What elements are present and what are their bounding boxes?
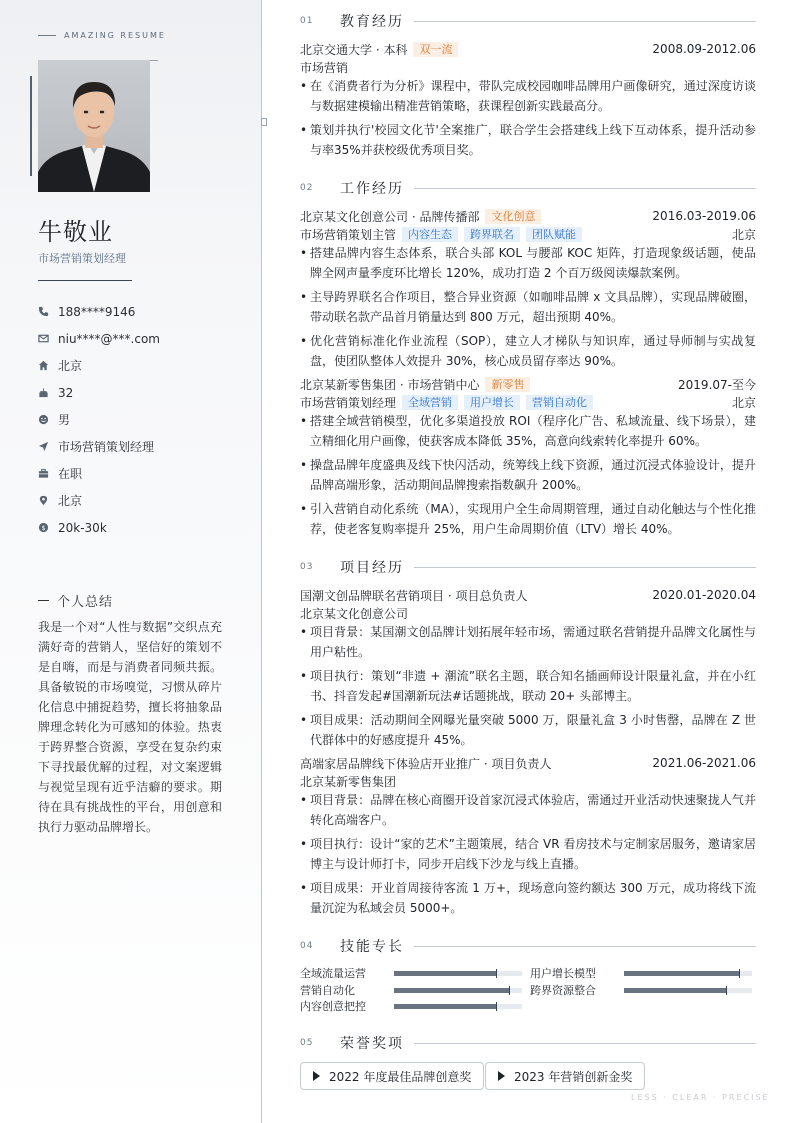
skill-name: 内容创意把控 bbox=[300, 1000, 366, 1013]
gender-icon bbox=[38, 414, 49, 425]
job-header bbox=[300, 208, 756, 224]
section-title: 技能专长 bbox=[340, 939, 404, 955]
skill-tag: 用户增长 bbox=[464, 395, 520, 410]
info-gender bbox=[38, 406, 160, 433]
section-rule bbox=[414, 567, 756, 568]
section-rule bbox=[414, 1043, 756, 1044]
list-item: • 搭建全域营销模型，优化多渠道投放 ROI（程序化广告、私域流量、线下场景），建立精细化用户画像，使获客成本降低 35%，高意向线索转化率提升 60%。 bbox=[300, 411, 756, 451]
list-item: • 优化营销标准化作业流程（SOP），建立人才梯队与知识库，通过导师制与实战复盘，使团队整体人效提升 30%，核心成员留存率达 90%。 bbox=[300, 331, 756, 371]
job-date: 2016.03-2019.06 bbox=[652, 209, 756, 223]
summary-title: 个人总结 bbox=[57, 595, 114, 610]
job-position: 市场营销策划主管 bbox=[300, 227, 397, 242]
summary-text: 我是一个对“人性与数据”交织点充满好奇的营销人，坚信好的策划不是自嗨，而是与消费者同频共振。具备敏锐的市场嗅觉，习惯从碎片化信息中捕捉趋势，擅长将抽象品牌理念转化为可感知的体验。热衷于跨界整合资源，享受在复杂约束下寻找最优解的过程，对文案逻辑与视觉呈现有近乎洁癖的要求。期待在具有挑战性的平台，用创意和执行力驱动品牌增长。 bbox=[38, 620, 222, 834]
project-org: 北京某文化创意公司 bbox=[300, 606, 409, 621]
project-date: 2021.06-2021.06 bbox=[652, 756, 756, 770]
section-work bbox=[300, 178, 756, 198]
list-item: • 搭建品牌内容生态体系，联合头部 KOL 与腰部 KOC 矩阵，打造现象级话题，使品牌全网声量季度环比增长 120%，成功打造 2 个百万级阅读爆款案例。 bbox=[300, 243, 756, 283]
skill-bar-fill bbox=[624, 988, 726, 993]
info-text: 188****9146 bbox=[58, 304, 136, 319]
skill-bar bbox=[394, 971, 522, 976]
cake-icon bbox=[38, 387, 49, 398]
project-date: 2020.01-2020.04 bbox=[652, 588, 756, 602]
list-item: • 操盘品牌年度盛典及线下快闪活动，统筹线上线下资源，通过沉浸式体验设计，提升品牌高端形象，活动期间品牌搜索指数飙升 200%。 bbox=[300, 455, 756, 495]
skill-name: 跨界资源整合 bbox=[530, 984, 596, 997]
section-number: 05 bbox=[300, 1038, 314, 1048]
list-item: • 项目执行：策划“非遗 + 潮流”联名主题，联合知名插画师设计限量礼盒，并在小红书、抖音发起#国潮新玩法#话题挑战，联动 20+ 头部博主。 bbox=[300, 666, 756, 706]
section-title: 工作经历 bbox=[340, 181, 404, 197]
skill-name: 用户增长模型 bbox=[530, 967, 596, 980]
job-company: 北京某新零售集团 · 市场营销中心 bbox=[300, 377, 480, 392]
brand-dash bbox=[38, 35, 56, 36]
job-position-row bbox=[300, 226, 756, 242]
role-underline bbox=[38, 280, 132, 281]
brand-label: AMAZING RESUME bbox=[64, 31, 166, 40]
job-position: 市场营销策划经理 bbox=[300, 395, 397, 410]
skill-item bbox=[530, 965, 752, 981]
summary-dash bbox=[38, 600, 49, 601]
skill-bar-marker bbox=[496, 969, 497, 978]
job-bullets bbox=[300, 411, 756, 543]
info-text: 32 bbox=[58, 385, 74, 400]
section-title: 项目经历 bbox=[340, 560, 404, 576]
skill-bar bbox=[394, 988, 522, 993]
project-header bbox=[300, 587, 756, 603]
skill-bar bbox=[624, 971, 752, 976]
job-city: 北京 bbox=[731, 227, 756, 242]
candidate-role: 市场营销策划经理 bbox=[38, 252, 126, 265]
skill-tag: 跨界联名 bbox=[464, 227, 520, 242]
skill-bar-fill bbox=[394, 988, 509, 993]
skill-bar-marker bbox=[726, 986, 727, 995]
list-item: • 项目执行：设计“家的艺术”主题策展，结合 VR 看房技术与定制家居服务，邀请家居博主与设计师打卡，同步开启线下沙龙与线上直播。 bbox=[300, 834, 756, 874]
school-tag: 双一流 bbox=[413, 42, 458, 57]
info-text: 男 bbox=[58, 413, 71, 427]
section-education bbox=[300, 11, 756, 31]
brand bbox=[38, 31, 166, 40]
photo-accent-bar bbox=[30, 76, 32, 176]
summary-heading bbox=[38, 591, 113, 610]
location-pin-icon bbox=[38, 495, 49, 506]
job-city: 北京 bbox=[731, 395, 756, 410]
job-tag: 文化创意 bbox=[485, 209, 541, 224]
list-item: • 项目成果：开业首周接待客流 1 万+，现场意向签约额达 300 万元，成功将线下流量沉淀为私域会员 5000+。 bbox=[300, 878, 756, 918]
send-icon bbox=[38, 441, 49, 452]
education-major: 市场营销 bbox=[300, 60, 349, 75]
list-item: • 项目背景：品牌在核心商圈开设首家沉浸式体验店，需通过开业活动快速聚拢人气并转化高端客户。 bbox=[300, 790, 756, 830]
education-date: 2008.09-2012.06 bbox=[652, 42, 756, 56]
contact-info bbox=[38, 298, 160, 541]
skill-item bbox=[300, 998, 522, 1014]
project-header bbox=[300, 755, 756, 771]
home-icon bbox=[38, 360, 49, 371]
section-projects bbox=[300, 557, 756, 577]
skill-tag: 内容生态 bbox=[402, 227, 458, 242]
info-text: 北京 bbox=[58, 359, 83, 373]
job-tag: 新零售 bbox=[485, 377, 530, 392]
info-status bbox=[38, 460, 160, 487]
section-title: 荣誉奖项 bbox=[340, 1036, 404, 1052]
watermark: LESS · CLEAR · PRECISE bbox=[631, 1093, 770, 1102]
project-bullets bbox=[300, 622, 756, 754]
education-header bbox=[300, 41, 756, 57]
section-number: 01 bbox=[300, 16, 314, 26]
phone-icon bbox=[38, 306, 49, 317]
skill-bar-fill bbox=[394, 971, 496, 976]
award-chip bbox=[485, 1062, 645, 1090]
section-skills bbox=[300, 936, 756, 956]
skill-bar-fill bbox=[394, 1004, 496, 1009]
job-bullets bbox=[300, 243, 756, 375]
candidate-name: 牛敬业 bbox=[38, 218, 113, 246]
section-title: 教育经历 bbox=[340, 14, 404, 30]
info-text: 在职 bbox=[58, 467, 83, 481]
award-label: 2023 年营销创新金奖 bbox=[514, 1069, 633, 1084]
info-text: 北京 bbox=[58, 494, 83, 508]
project-org: 北京某新零售集团 bbox=[300, 774, 397, 789]
skill-name: 营销自动化 bbox=[300, 984, 355, 997]
education-major-row bbox=[300, 59, 756, 75]
list-item: • 引入营销自动化系统（MA），实现用户全生命周期管理，通过自动化触达与个性化推荐，使老客复购率提升 25%，用户生命周期价值（LTV）增长 40%。 bbox=[300, 499, 756, 539]
info-text: 市场营销策划经理 bbox=[58, 440, 155, 454]
divider-line bbox=[261, 0, 262, 1123]
skill-item bbox=[530, 982, 752, 998]
project-name: 国潮文创品牌联名营销项目 · 项目总负责人 bbox=[300, 588, 528, 603]
info-text: niu****@***.com bbox=[58, 331, 160, 346]
info-home bbox=[38, 352, 160, 379]
list-item: • 在《消费者行为分析》课程中，带队完成校园咖啡品牌用户画像研究，通过深度访谈与数据建模输出精准营销策略，获课程创新实践最高分。 bbox=[300, 76, 756, 116]
info-position bbox=[38, 433, 160, 460]
section-rule bbox=[414, 21, 756, 22]
award-chip bbox=[300, 1062, 484, 1090]
list-item: • 主导跨界联名合作项目，整合异业资源（如咖啡品牌 x 文具品牌），实现品牌破圈，带动联名款产品首月销量达到 800 万元，超出预期 40%。 bbox=[300, 287, 756, 327]
project-bullets bbox=[300, 790, 756, 922]
skill-tag: 营销自动化 bbox=[526, 395, 593, 410]
project-name: 高端家居品牌线下体验店开业推广 · 项目负责人 bbox=[300, 756, 552, 771]
skill-item bbox=[300, 965, 522, 981]
job-date: 2019.07-至今 bbox=[678, 377, 756, 392]
skill-bar-fill bbox=[624, 971, 739, 976]
skill-item bbox=[300, 982, 522, 998]
info-text: 20k-30k bbox=[58, 520, 107, 535]
job-header bbox=[300, 376, 756, 392]
salary-icon bbox=[38, 522, 49, 533]
section-rule bbox=[414, 188, 756, 189]
avatar-photo bbox=[38, 60, 150, 192]
avatar bbox=[38, 60, 150, 192]
job-company: 北京某文化创意公司 · 品牌传播部 bbox=[300, 209, 480, 224]
list-item: • 项目成果：活动期间全网曝光量突破 5000 万，限量礼盒 3 小时售罄，品牌在 Z 世代群体中的好感度提升 45%。 bbox=[300, 710, 756, 750]
section-number: 02 bbox=[300, 183, 314, 193]
list-item: • 项目背景：某国潮文创品牌计划拓展年轻市场，需通过联名营销提升品牌文化属性与用户粘性。 bbox=[300, 622, 756, 662]
info-age bbox=[38, 379, 160, 406]
play-icon bbox=[498, 1071, 505, 1081]
list-item: • 策划并执行'校园文化节'全案推广，联合学生会搭建线上线下互动体系，提升活动参与率35%并获校级优秀项目奖。 bbox=[300, 120, 756, 160]
skill-bar-marker bbox=[739, 969, 740, 978]
info-location bbox=[38, 487, 160, 514]
info-phone bbox=[38, 298, 160, 325]
briefcase-icon bbox=[38, 468, 49, 479]
info-email bbox=[38, 325, 160, 352]
skill-tag: 全域营销 bbox=[402, 395, 458, 410]
divider-marker bbox=[261, 118, 267, 126]
play-icon bbox=[313, 1071, 320, 1081]
school-name: 北京交通大学 · 本科 bbox=[300, 42, 408, 57]
skill-name: 全域流量运营 bbox=[300, 967, 366, 980]
section-rule bbox=[414, 946, 756, 947]
skill-bar-marker bbox=[509, 986, 510, 995]
project-org-row bbox=[300, 773, 756, 789]
job-position-row bbox=[300, 394, 756, 410]
skill-bar bbox=[394, 1004, 522, 1009]
svg-text:$: $ bbox=[41, 523, 46, 532]
section-number: 03 bbox=[300, 562, 314, 572]
skill-bar-marker bbox=[496, 1002, 497, 1011]
award-label: 2022 年度最佳品牌创意奖 bbox=[329, 1069, 472, 1084]
section-number: 04 bbox=[300, 941, 314, 951]
mail-icon bbox=[38, 333, 49, 344]
section-awards bbox=[300, 1033, 756, 1053]
skill-tag: 团队赋能 bbox=[526, 227, 582, 242]
info-salary bbox=[38, 514, 160, 541]
education-bullets bbox=[300, 76, 756, 164]
skill-bar bbox=[624, 988, 752, 993]
project-org-row bbox=[300, 605, 756, 621]
